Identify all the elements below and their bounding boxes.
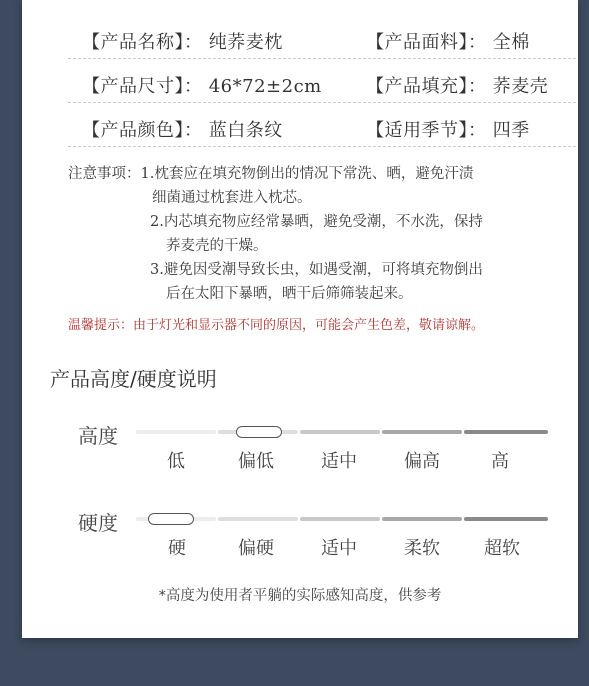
height-level-1: 低 (167, 451, 185, 472)
hardness-segment-3 (300, 517, 380, 521)
care-note-2-cont: 荞麦壳的干燥。 (166, 238, 268, 254)
hardness-level-2: 偏硬 (238, 538, 274, 559)
height-level-5: 高 (491, 451, 509, 472)
height-level-3: 适中 (321, 451, 357, 472)
care-note-2: 2.内芯填充物应经常暴晒，避免受潮，不水洗，保持 (150, 214, 483, 230)
hardness-level-1: 硬 (168, 538, 186, 559)
care-note-3-cont: 后在太阳下暴晒，晒干后筛筛装起来。 (166, 286, 413, 302)
height-segment-3 (300, 430, 380, 434)
spec-product-filling: 【产品填充】： 荞麦壳 (366, 76, 549, 97)
hardness-indicator (148, 513, 194, 525)
height-footnote: *高度为使用者平躺的实际感知高度，供参考 (158, 588, 442, 604)
product-info-card (22, 0, 578, 638)
hardness-level-5: 超软 (484, 538, 520, 559)
hardness-segment-2 (218, 517, 298, 521)
spec-row-color-season (68, 114, 576, 147)
spec-season: 【适用季节】： 四季 (366, 120, 530, 141)
hardness-scale-label: 硬度 (78, 511, 118, 535)
care-note-1: 注意事项：1.枕套应在填充物倒出的情况下常洗、晒，避免汗渍 (68, 166, 474, 182)
care-note-3: 3.避免因受潮导致长虫，如遇受潮，可将填充物倒出 (150, 262, 483, 278)
spec-row-size-filling (68, 70, 576, 103)
hardness-level-3: 适中 (321, 538, 357, 559)
height-level-2: 偏低 (238, 451, 274, 472)
color-difference-tip: 温馨提示：由于灯光和显示器不同的原因，可能会产生色差，敬请谅解。 (68, 318, 485, 333)
section-title: 产品高度/硬度说明 (50, 367, 217, 391)
spec-product-name: 【产品名称】： 纯荞麦枕 (82, 32, 283, 53)
height-indicator (236, 426, 282, 438)
height-segment-1 (136, 430, 216, 434)
height-segment-5 (464, 430, 548, 434)
height-segment-4 (382, 430, 462, 434)
spec-product-color: 【产品颜色】： 蓝白条纹 (82, 120, 283, 141)
care-note-1-cont: 细菌通过枕套进入枕芯。 (152, 190, 312, 206)
hardness-segment-4 (382, 517, 462, 521)
height-level-4: 偏高 (404, 451, 440, 472)
height-scale-label: 高度 (78, 424, 118, 448)
spec-product-fabric: 【产品面料】： 全棉 (366, 32, 530, 53)
spec-product-size: 【产品尺寸】： 46*72±2cm (82, 76, 322, 97)
hardness-level-4: 柔软 (404, 538, 440, 559)
spec-row-name-fabric (68, 26, 576, 59)
hardness-segment-5 (464, 517, 548, 521)
